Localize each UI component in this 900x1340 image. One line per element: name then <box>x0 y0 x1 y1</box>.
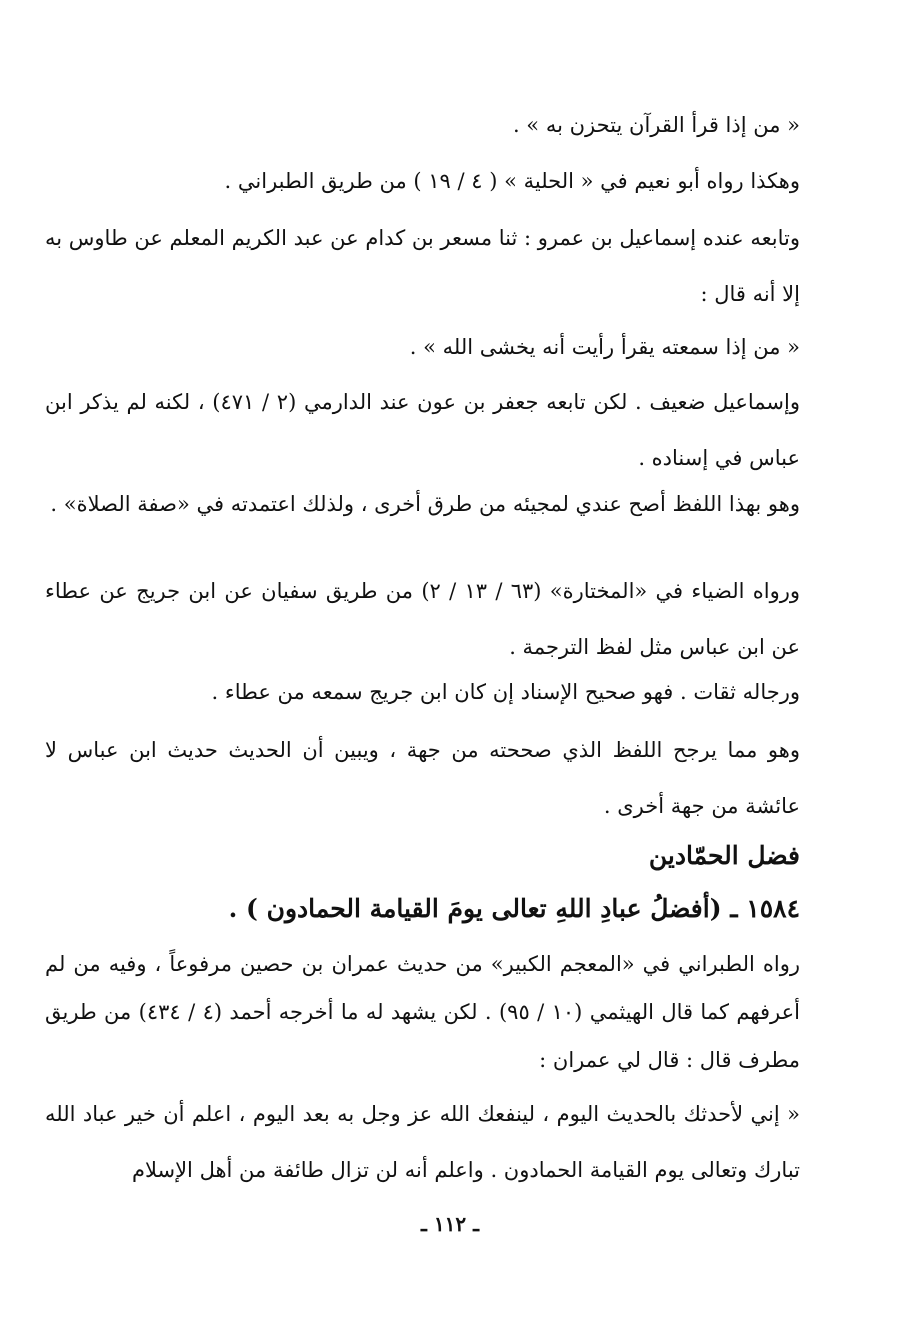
section-title: فضل الحمّادين <box>648 841 800 870</box>
hadith-title: ١٥٨٤ ـ (أفضلُ عبادِ اللهِ تعالى يومَ القيامة الحمادون ) . <box>228 894 800 923</box>
paragraph-2: وهكذا رواه أبو نعيم في « الحلية » ( ٤ / ١٩ ) من طريق الطبراني . <box>224 169 800 193</box>
paragraph-1: « من إذا قرأ القرآن يتحزن به » . <box>512 113 800 137</box>
page-number: ـ ١١٢ ـ <box>421 1212 479 1236</box>
paragraph-6: وهو بهذا اللفظ أصح عندي لمجيئه من طرق أخرى ، ولذلك اعتمدته في «صفة الصلاة» . <box>50 492 800 516</box>
paragraph-4: « من إذا سمعته يقرأ رأيت أنه يخشى الله » . <box>409 335 800 359</box>
paragraph-10: رواه الطبراني في «المعجم الكبير» من حديث عمران بن حصين مرفوعاً ، وفيه من لم أعرفهم كما قال الهيثمي (١٠ / ٩٥) . لكن يشهد له ما أخرجه أحمد (٤ / ٤٣٤) من طريق مطرف قال : قال لي عمران : <box>45 952 800 1072</box>
paragraph-11: « إني لأحدثك بالحديث اليوم ، لينفعك الله عز وجل به بعد اليوم ، اعلم أن خير عباد الله تبارك وتعالى يوم القيامة الحمادون . واعلم أنه لن تزال طائفة من أهل الإسلام <box>45 1102 800 1182</box>
paragraph-3: وتابعه عنده إسماعيل بن عمرو : ثنا مسعر بن كدام عن عبد الكريم المعلم عن طاوس به إلا أنه قال : <box>45 226 800 306</box>
paragraph-8: ورجاله ثقات . فهو صحيح الإسناد إن كان ابن جريج سمعه من عطاء . <box>211 680 800 704</box>
paragraph-5: وإسماعيل ضعيف . لكن تابعه جعفر بن عون عند الدارمي (٢ / ٤٧١) ، لكنه لم يذكر ابن عباس في إسناده . <box>45 390 800 470</box>
paragraph-7: ورواه الضياء في «المختارة» (٦٣ / ١٣ / ٢) من طريق سفيان عن ابن جريج عن عطاء عن ابن عباس مثل لفظ الترجمة . <box>45 579 800 659</box>
paragraph-9: وهو مما يرجح اللفظ الذي صححته من جهة ، ويبين أن الحديث حديث ابن عباس لا عائشة من جهة أخرى . <box>45 738 800 818</box>
